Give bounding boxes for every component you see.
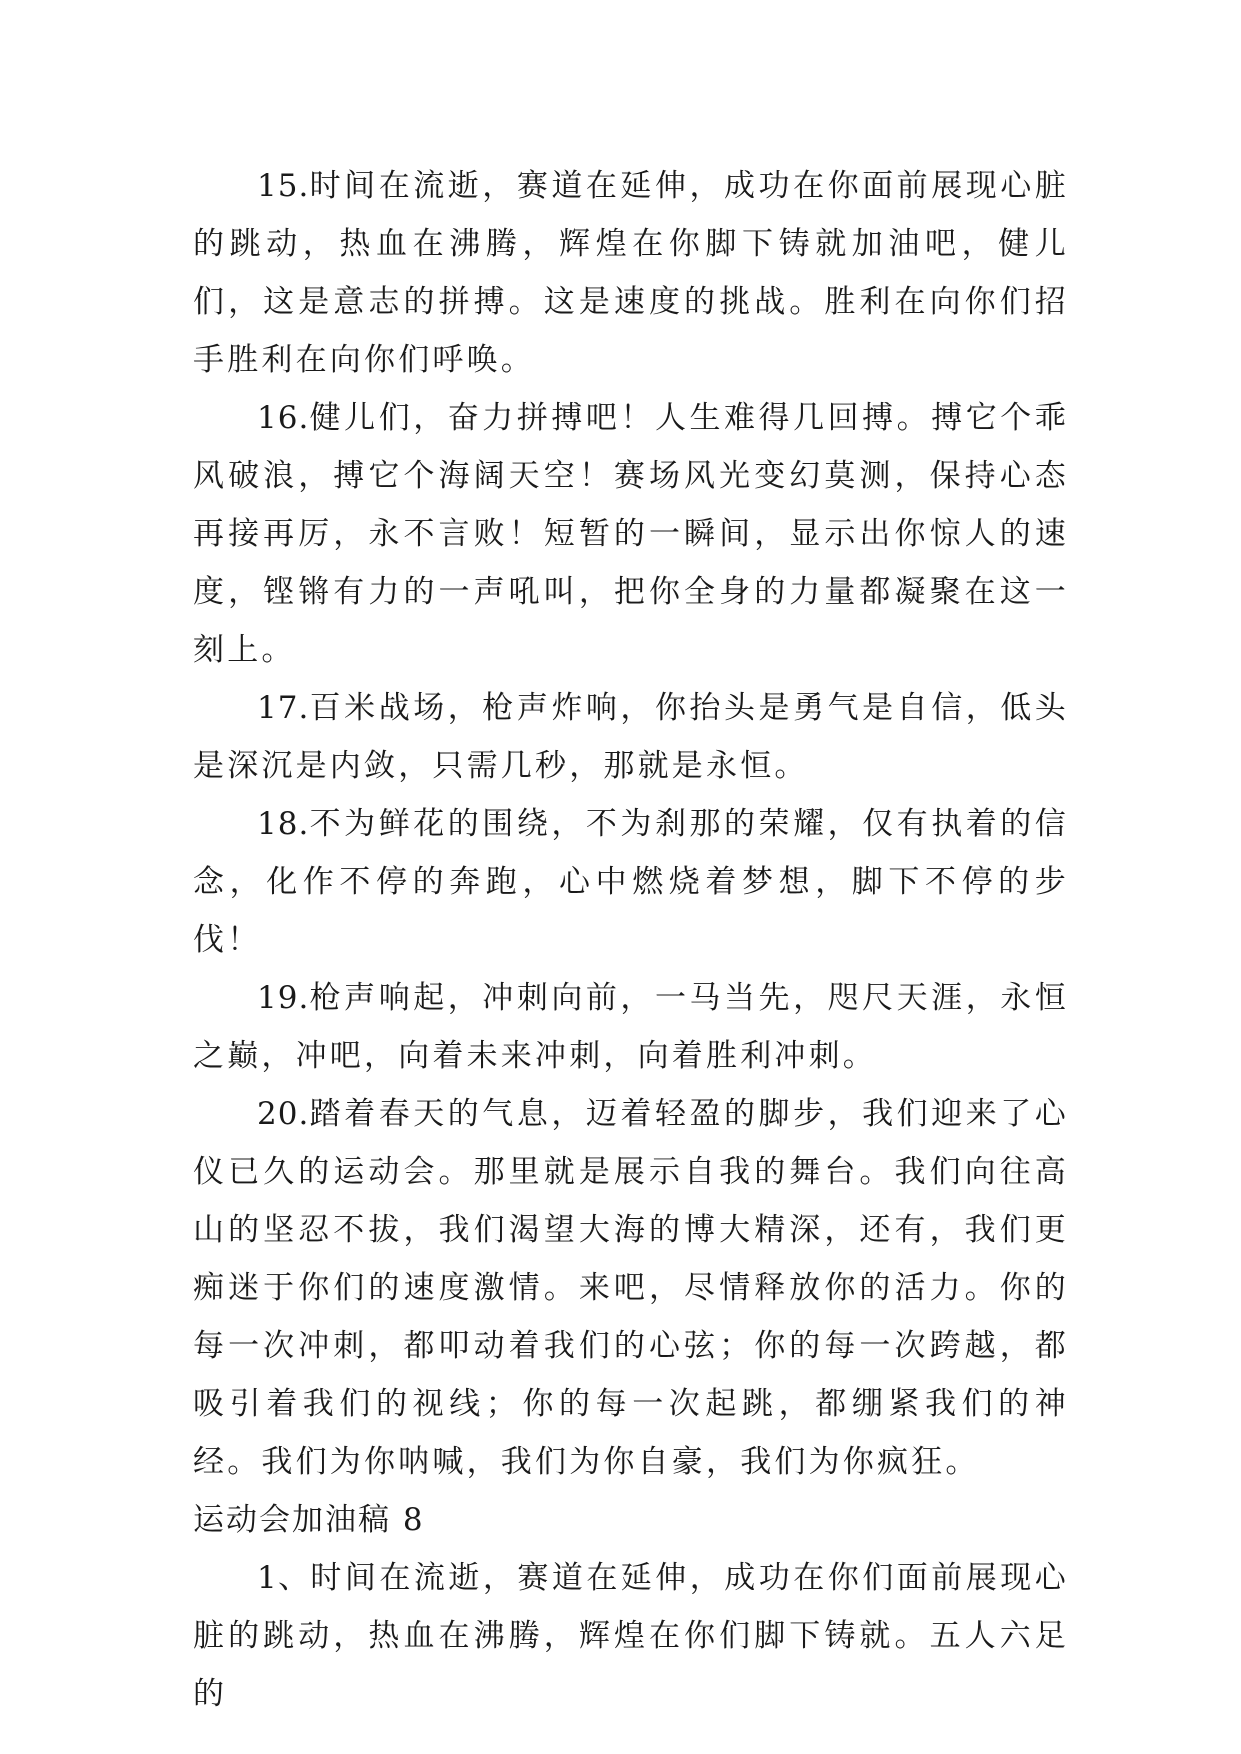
paragraph-text: 时间在流逝，赛道在延伸，成功在你们面前展现心脏的跳动，热血在沸腾，辉煌在你们脚下铸就。五人六足的 — [193, 1560, 1069, 1712]
paragraph-text: 时间在流逝，赛道在延伸，成功在你面前展现心脏的跳动，热血在沸腾，辉煌在你脚下铸就加油吧，健儿们，这是意志的拼搏。这是速度的挑战。胜利在向你们招手胜利在向你们呼唤。 — [193, 168, 1069, 378]
item-number: 18. — [257, 806, 310, 842]
paragraph-1 — [193, 1549, 1069, 1723]
paragraph-text: 百米战场，枪声炸响，你抬头是勇气是自信，低头是深沉是内敛，只需几秒，那就是永恒。 — [193, 690, 1069, 784]
paragraph-17 — [193, 679, 1069, 795]
paragraph-19 — [193, 969, 1069, 1085]
paragraph-15 — [193, 157, 1069, 389]
paragraph-text: 枪声响起，冲刺向前，一马当先，咫尺天涯，永恒之巅，冲吧，向着未来冲刺，向着胜利冲刺。 — [193, 980, 1069, 1074]
item-number: 15. — [257, 168, 310, 204]
paragraph-text: 踏着春天的气息，迈着轻盈的脚步，我们迎来了心仪已久的运动会。那里就是展示自我的舞台。我们向往高山的坚忍不拔，我们渴望大海的博大精深，还有，我们更痴迷于你们的速度激情。来吧，尽情释放你的活力。你的每一次冲刺，都叩动着我们的心弦；你的每一次跨越，都吸引着我们的视线；你的每一次起跳，都绷紧我们的神经。我们为你呐喊，我们为你自豪，我们为你疯狂。 — [193, 1096, 1069, 1480]
paragraph-text: 不为鲜花的围绕，不为刹那的荣耀，仅有执着的信念，化作不停的奔跑，心中燃烧着梦想，脚下不停的步伐！ — [193, 806, 1069, 958]
item-number: 17. — [257, 690, 310, 726]
item-number: 16. — [257, 400, 310, 436]
item-number: 20. — [257, 1096, 310, 1132]
paragraph-18 — [193, 795, 1069, 969]
paragraph-16 — [193, 389, 1069, 679]
paragraph-20 — [193, 1085, 1069, 1491]
document-body — [193, 157, 1069, 1723]
paragraph-text: 健儿们，奋力拼搏吧！人生难得几回搏。搏它个乖风破浪，搏它个海阔天空！赛场风光变幻莫测，保持心态再接再厉，永不言败！短暂的一瞬间，显示出你惊人的速度，铿锵有力的一声吼叫，把你全身的力量都凝聚在这一刻上。 — [193, 400, 1069, 668]
section-heading: 运动会加油稿 8 — [193, 1502, 425, 1538]
item-number: 1、 — [257, 1560, 311, 1596]
item-number: 19. — [257, 980, 310, 1016]
